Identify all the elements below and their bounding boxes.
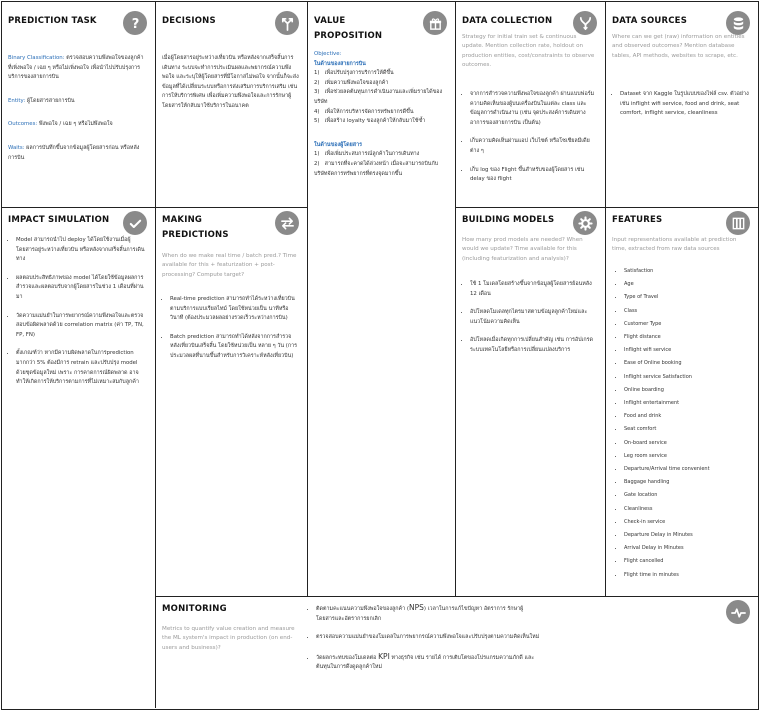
feature-item: • Inflight service Satisfaction <box>624 371 750 384</box>
feature-item: • Seat comfort <box>624 423 750 436</box>
split-arrow-icon <box>275 11 299 35</box>
making-predictions-title <box>162 213 229 243</box>
features-cell <box>606 208 758 597</box>
feature-item: • Flight cancelled <box>624 555 750 568</box>
feature-item: • Inflight entertainment <box>624 397 750 410</box>
classification-text: ตรวจสอบความพึงพอใจของลูกค้าที่เพิ่งพอใจ / เฉย ๆ หรือไม่เพิ่งพอใจ เพื่อนำไปปรับปรุงการบริการของสายการบิน <box>8 55 144 81</box>
feature-item: • Leg room service <box>624 450 750 463</box>
feature-item: • On-board service <box>624 437 750 450</box>
value-proposition-body <box>314 50 447 179</box>
passenger-heading: ในด้านของผู้โดยสาร <box>314 141 363 148</box>
value-proposition-cell <box>308 2 456 597</box>
monitoring-item-text: ติดตามคะแนนความพึงพอใจของลูกค้า ( <box>316 606 409 612</box>
gear-icon <box>573 211 597 235</box>
making-predictions-hint: When do we make real time / batch pred.? Time available for this + featurization + post-processing? Compute target? <box>162 253 297 278</box>
feature-item: • Departure/Arrival time convenient <box>624 463 750 476</box>
monitoring-item <box>316 603 542 624</box>
building-models-hint: How many prod models are needed? When would we update? Time available for this (including featurization and analysis)? <box>462 237 583 262</box>
airline-objectives-list <box>314 69 447 127</box>
data-collection-title: DATA COLLECTION <box>462 16 553 26</box>
feature-item: • Departure Delay in Minutes <box>624 529 750 542</box>
feature-item: • Cleanliness <box>624 503 750 516</box>
waits-label: Waits: <box>8 144 25 151</box>
entity-text: ผู้โดยสารสายการบิน <box>25 97 75 104</box>
airline-heading: ในด้านของสายการบิน <box>314 60 366 67</box>
building-models-item: • อัปโหลดเมื่อเกิดทุกการเปลี่ยนสำคัญ เช่น การอัปเกรดระบบเทคโนโลยีหรือการเปลี่ยนแปลงบริการ <box>470 336 597 355</box>
monitoring-item-text: ทางธุรกิจ เช่น รายได้ การเติบโตของโปรแกรมความภักดี และต้นทุนในการดึงดูดลูกค้าใหม่ <box>316 654 535 671</box>
waits-text: ผลการบันทึกขึ้นจากข้อมูลผู้โดยสารก่อน หรือหลังการบิน <box>8 144 140 161</box>
prediction-task-title: PREDICTION TASK <box>8 16 97 26</box>
building-models-body <box>456 280 597 365</box>
objective-label: Objective: <box>314 51 342 57</box>
features-list <box>606 265 750 582</box>
feature-item: • Class <box>624 305 750 318</box>
data-collection-hint: Strategy for initial train set & continuous update. Mention collection rate, holdout on production entities, cost/constraints to observe outcomes. <box>462 34 595 69</box>
data-sources-hint: Where can we get (raw) information on entities and observed outcomes? Mention database tables, API methods, websites to scrape, etc. <box>612 34 745 59</box>
feature-item: • Ease of Online booking <box>624 357 750 370</box>
feature-item: • Flight time in minutes <box>624 569 750 582</box>
monitoring-item-text: วัดผลกระทบของโมเดลต่อ <box>316 654 379 661</box>
airline-objective-item: 2) เพิ่มความพึงพอใจของลูกค้า <box>314 79 389 86</box>
data-sources-body <box>606 90 750 128</box>
outcomes-label: Outcomes: <box>8 121 38 128</box>
checkmark-icon <box>123 211 147 235</box>
data-sources-list <box>606 90 750 119</box>
value-proposition-title-line2: PROPOSITION <box>314 31 383 41</box>
monitoring-hint: Metrics to quantify value creation and measure the ML system's impact in production (on end-users and business)? <box>162 626 295 651</box>
feature-item: • Satisfaction <box>624 265 750 278</box>
impact-simulation-item: • ตั้งเกณฑ์ว่า หากมีความผิดพลาดในการprediction มากกว่า 5% ต้องมีการ retrain และปรับปรุง model ด้วยชุดข้อมูลใหม่ เพราะ การคาดการณ์ผิดพลาด อาจทำให้เกิดการให้บริการตามการที่ไม่เหมาะสมกับลูกค้า <box>16 349 147 387</box>
prediction-task-cell <box>2 2 156 208</box>
svg-text:?: ? <box>131 16 139 31</box>
data-sources-item: • Dataset จาก Kaggle ในรูปแบบของไฟล์ csv. ตัวอย่างเช่น inflight wifi service, food and drink, seat comfort, inflight service, cleanliness <box>620 90 750 119</box>
impact-simulation-item: • ผลตอบประสิทธิภาพของ model ได้โดยใช้ข้อมูลผลการสำรวจและผลตอบรับจากผู้โดยสารในช่วง 1 เดือนที่ผ่านมา <box>16 274 147 303</box>
making-predictions-title-line2: PREDICTIONS <box>162 230 229 240</box>
impact-simulation-list <box>2 236 147 388</box>
decisions-title: DECISIONS <box>162 16 216 26</box>
decisions-text: เมื่อผู้โดยสารอยู่ระหว่างเที่ยวบิน หรือหลังจากเสร็จสิ้นการเดินทาง ระบบจะทำการประเมินผลและพยากรณ์ความพึงพอใจ และระบุให้ผู้โดยสารที่มีโอกาสไม่พอใจ จากนั้นก็จะส่งข้อมูลที่ได้เปลี่ยนระบบหรือการส่งเสริมการบริการเสริม เช่น การให้บริการพิเศษ เพื่อเพิ่มความพึงพอใจและการรักษาผู้โดยสารให้กลับมาใช้บริการในอนาคต <box>162 55 299 109</box>
feature-item: • Gate location <box>624 489 750 502</box>
passenger-objectives-list <box>314 150 447 179</box>
making-predictions-list <box>156 295 299 362</box>
feature-item: • Flight distance <box>624 331 750 344</box>
feature-item: • Customer Type <box>624 318 750 331</box>
airline-objective-item: 1) เพื่อปรับปรุงการบริการให้ดีขึ้น <box>314 70 394 77</box>
swap-arrows-icon <box>275 211 299 235</box>
data-collection-item: • เก็บ log ของ Flight ขึ้นสำหรับของผู้โดยสาร เช่น delay ของ flight <box>470 166 597 185</box>
building-models-cell <box>456 208 606 597</box>
impact-simulation-cell <box>2 208 156 708</box>
data-sources-cell <box>606 2 758 208</box>
feature-item: • Food and drink <box>624 410 750 423</box>
making-predictions-item: • Real-time prediction สามารถทำได้ระหว่างเที่ยวบินตามบริการแบบเรียลไทม์ โดยใช้หน่วยเป็น นาทีหรือวินาที (ต้องประมวลผลอย่างรวดเร็วระหว่างการบิน) <box>170 295 299 324</box>
data-collection-cell <box>456 2 606 208</box>
feature-item: • Inflight wifi service <box>624 344 750 357</box>
classification-label: Binary Classification: <box>8 55 65 61</box>
columns-icon <box>726 211 750 235</box>
pulse-icon <box>726 600 750 624</box>
gift-icon <box>423 11 447 35</box>
value-proposition-title <box>314 14 382 44</box>
merge-arrow-icon <box>573 11 597 35</box>
decisions-cell <box>156 2 308 208</box>
data-sources-title: DATA SOURCES <box>612 16 688 26</box>
monitoring-item <box>316 652 542 673</box>
data-collection-list <box>456 90 597 185</box>
feature-item: • Age <box>624 278 750 291</box>
monitoring-item-metric: NPS <box>408 603 424 612</box>
passenger-objective-item: 2) สามารถที่จะคาดได้ล่วงหน้า เมื่อจะสามารถบินกับบริษัทจัดการทรัพยากรที่ตรงจุดมากขึ้น <box>314 160 439 177</box>
feature-item: • Baggage handling <box>624 476 750 489</box>
impact-simulation-title: IMPACT SIMULATION <box>8 215 110 225</box>
building-models-item: • อัปโหลดโมเดลทุกไตรมาสตามข้อมูลลูกค้าใหม่และแนวโน้มความคิดเห็น <box>470 308 597 327</box>
feature-item: • Arrival Delay in Minutes <box>624 542 750 555</box>
data-collection-body <box>456 90 597 194</box>
question-icon <box>123 11 147 35</box>
building-models-item: • ใช้ 1 โมเดลโดยสร้างขึ้นจากข้อมูลผู้โดยสารย้อนหลัง 12 เดือน <box>470 280 597 299</box>
making-predictions-title-line1: MAKING <box>162 215 203 225</box>
airline-objective-item: 3) เพื่อช่วยลดต้นทุนการดำเนินงานและเพิ่มรายได้ของบริษัท <box>314 89 443 105</box>
airline-objective-item: 4) เพื่อให้การบริหารจัดการทรัพยากรดีขึ้น <box>314 108 414 115</box>
building-models-title: BUILDING MODELS <box>462 215 555 225</box>
feature-item: • Check-in service <box>624 516 750 529</box>
entity-label: Entity: <box>8 97 26 104</box>
ml-canvas <box>1 1 759 710</box>
prediction-task-body <box>8 54 147 177</box>
features-body <box>606 265 750 582</box>
monitoring-item-text: ตรวจสอบความแม่นยำของโมเดลในการพยากรณ์ความพึงพอใจและปรับปรุงตามความคิดเห็นใหม่ <box>316 634 540 641</box>
data-collection-item: • จากการสำรวจความพึงพอใจของลูกค้า ผ่านแบบฟอร์มความคิดเห็นของผู้บนเครื่องบินในแต่ละ class และข้อมูลการดำเนินงาน (เช่น จุดประสงค์การเดินทาง อาการของสายการบิน เป็นต้น) <box>470 90 597 128</box>
making-predictions-item: • Batch prediction สามารถทำได้หลังจากการสำรวจหลังเที่ยวบินเสร็จสิ้น โดยใช้หน่วยเป็น หลาย ๆ วัน (การประมวลผลที่นานขึ้นสำหรับการวิเคราะห์หลังเที่ยวบิน) <box>170 333 299 362</box>
passenger-objective-item: 1) เพื่อเพิ่มประสบการณ์ลูกค้าในการเดินทาง <box>314 151 420 158</box>
monitoring-item-metric: KPI <box>378 651 390 661</box>
value-proposition-title-line1: VALUE <box>314 16 346 26</box>
impact-simulation-item: • Model สามารถนำไป deploy ได้โดยใช้งานเมื่อผู้โดยสารอยู่ระหว่างเที่ยวบิน หรือหลังจากเสร็จสิ้นการเดินทาง <box>16 236 147 265</box>
monitoring-title: MONITORING <box>162 604 227 614</box>
making-predictions-cell <box>156 208 308 597</box>
monitoring-body <box>302 603 542 682</box>
feature-item: • Type of Travel <box>624 291 750 304</box>
features-title: FEATURES <box>612 215 663 225</box>
monitoring-list <box>302 603 542 673</box>
feature-item: • Online boarding <box>624 384 750 397</box>
features-hint: Input representations available at prediction time, extracted from raw data sources <box>612 237 737 253</box>
monitoring-item <box>316 633 542 643</box>
monitoring-cell <box>156 597 758 709</box>
impact-simulation-body <box>2 236 147 397</box>
impact-simulation-item: • วัดความแม่นยำในการพยากรณ์ความพึงพอใจและตรวจสอบข้อผิดพลาดด้วย correlation matrix (ค่า TP, TN, FP, FN) <box>16 312 147 341</box>
airline-objective-item: 5) เพื่อสร้าง loyalty ของลูกค้าให้กลับมาใช้ซ้ำ <box>314 118 426 125</box>
making-predictions-body <box>156 295 299 371</box>
monitoring-item-text: ) เวลาในการแก้ไขปัญหา อัตราการ รักษาผู้โดยสารและอัตราการยกเลิก <box>316 606 524 622</box>
building-models-list <box>456 280 597 356</box>
data-collection-item: • เก็บความคิดเห็นผ่านแอป เว็บไซต์ หรือโซเชียลมีเดีย ต่าง ๆ <box>470 137 597 156</box>
database-icon <box>726 11 750 35</box>
outcomes-text: พึงพอใจ / เฉย ๆ หรือไม่พึงพอใจ <box>37 121 113 128</box>
